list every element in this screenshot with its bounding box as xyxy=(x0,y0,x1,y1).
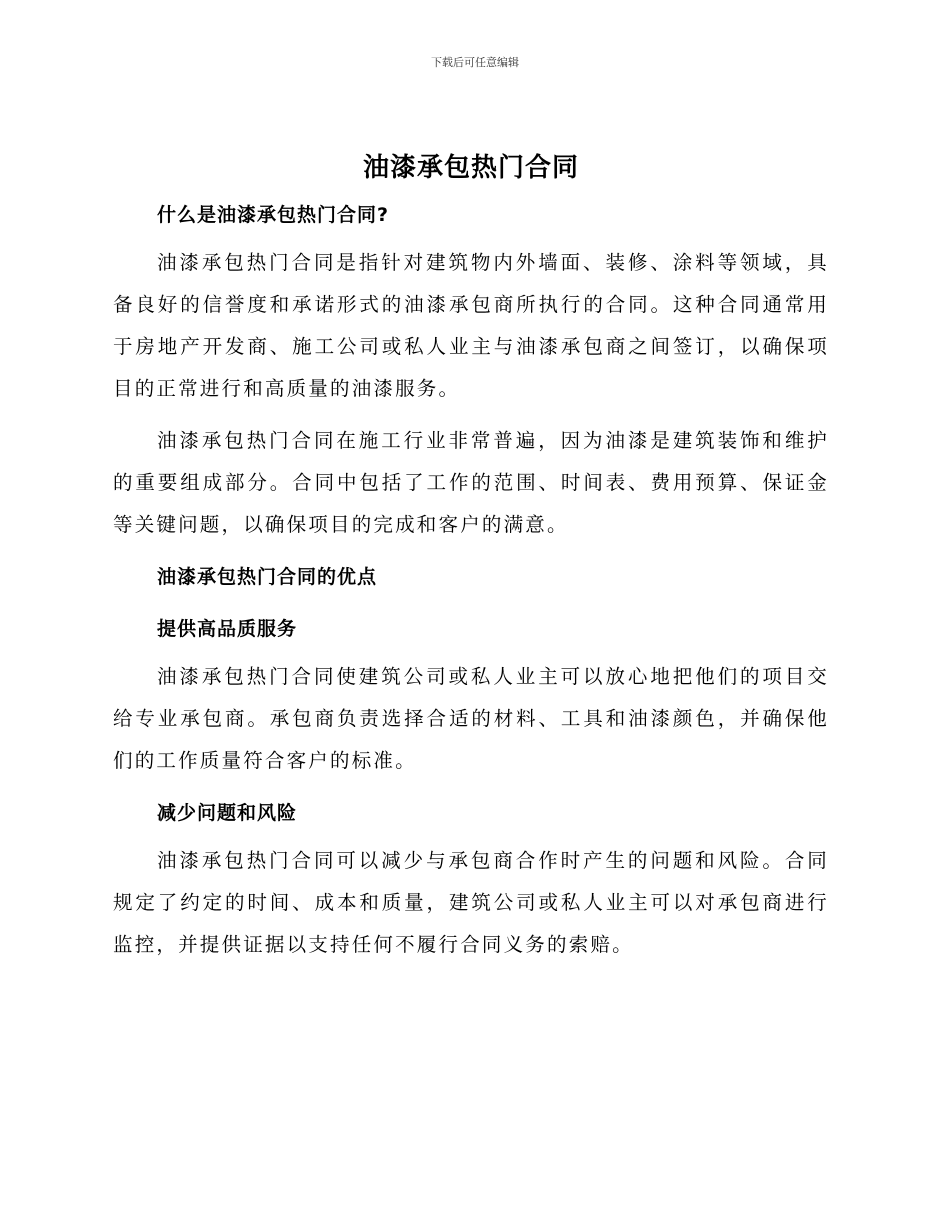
section-heading-reduce-risk: 减少问题和风险 xyxy=(157,802,298,824)
section-heading-advantages: 油漆承包热门合同的优点 xyxy=(157,566,378,588)
section-heading-what-is: 什么是油漆承包热门合同? xyxy=(157,204,390,226)
paragraph-quality-service: 油漆承包热门合同使建筑公司或私人业主可以放心地把他们的项目交给专业承包商。承包商负责选择合适的材料、工具和油漆颜色，并确保他们的工作质量符合客户的标准。 xyxy=(113,665,829,772)
header-note: 下载后可任意编辑 xyxy=(431,56,519,69)
paragraph-industry-use: 油漆承包热门合同在施工行业非常普遍，因为油漆是建筑装饰和维护的重要组成部分。合同中包括了工作的范围、时间表、费用预算、保证金等关键问题，以确保项目的完成和客户的满意。 xyxy=(113,429,829,536)
document-body xyxy=(113,146,829,966)
document-title: 油漆承包热门合同 xyxy=(362,153,579,183)
paragraph-reduce-risk: 油漆承包热门合同可以减少与承包商合作时产生的问题和风险。合同规定了约定的时间、成本和质量，建筑公司或私人业主可以对承包商进行监控，并提供证据以支持任何不履行合同义务的索赔。 xyxy=(113,849,829,956)
paragraph-definition: 油漆承包热门合同是指针对建筑物内外墙面、装修、涂料等领域，具备良好的信誉度和承诺形式的油漆承包商所执行的合同。这种合同通常用于房地产开发商、施工公司或私人业主与油漆承包商之间签订，以确保项目的正常进行和高质量的油漆服务。 xyxy=(113,251,829,400)
section-heading-quality-service: 提供高品质服务 xyxy=(157,618,298,640)
